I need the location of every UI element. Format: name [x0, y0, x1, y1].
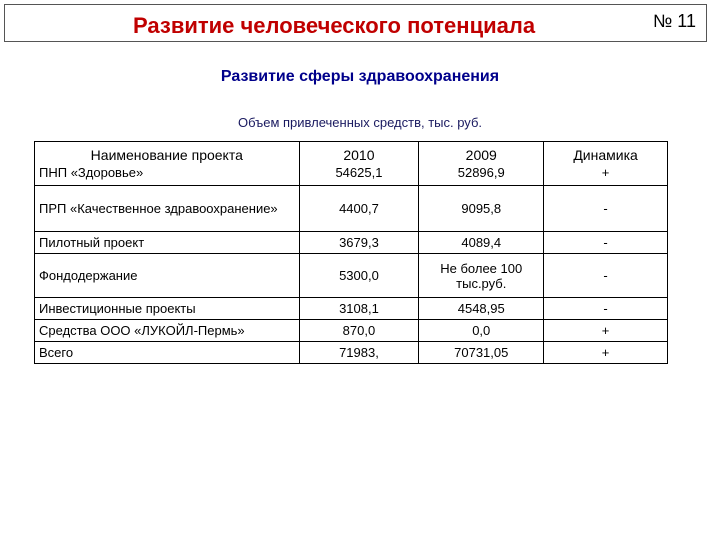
header-name-label: Наименование проекта	[90, 147, 243, 163]
table-row	[35, 320, 668, 342]
cell-2010: 54625,1	[335, 165, 383, 180]
page-title: Развитие человеческого потенциала	[133, 13, 536, 38]
funding-table	[34, 141, 668, 364]
header-2009-label: 2009	[465, 147, 497, 163]
cell-dynamics: +	[544, 320, 668, 342]
header-cell-2009	[419, 142, 544, 186]
table-row-total	[35, 342, 668, 364]
cell-name: Фондодержание	[35, 254, 300, 298]
header-cell-name	[35, 142, 300, 186]
cell-2009: 52896,9	[457, 165, 505, 180]
header-dynamics-label: Динамика	[573, 147, 638, 163]
table-row	[35, 254, 668, 298]
cell-name: Средства ООО «ЛУКОЙЛ-Пермь»	[35, 320, 300, 342]
cell-dynamics: +	[544, 342, 668, 364]
cell-2009: 4548,95	[419, 298, 544, 320]
cell-dynamics: -	[544, 254, 668, 298]
cell-2010: 5300,0	[299, 254, 419, 298]
cell-2010: 4400,7	[299, 186, 419, 232]
table-header-row	[35, 142, 668, 186]
cell-name: Всего	[35, 342, 300, 364]
header-cell-dynamics	[544, 142, 668, 186]
cell-2010: 870,0	[299, 320, 419, 342]
table-row	[35, 186, 668, 232]
cell-name: ПРП «Качественное здравоохранение»	[35, 186, 300, 232]
cell-2009: 9095,8	[419, 186, 544, 232]
section-subtitle: Развитие сферы здравоохранения	[220, 68, 500, 85]
header-2010-label: 2010	[343, 147, 375, 163]
cell-dynamics: -	[544, 298, 668, 320]
cell-dynamics: +	[601, 165, 610, 180]
header-cell-2010	[299, 142, 419, 186]
cell-name: Пилотный проект	[35, 232, 300, 254]
cell-2010: 3108,1	[299, 298, 419, 320]
slide-number: № 11	[653, 11, 696, 31]
table-row	[35, 232, 668, 254]
cell-name: ПНП «Здоровье»	[39, 165, 144, 180]
cell-2009: Не более 100 тыс.руб.	[419, 254, 544, 298]
cell-2010: 71983,	[299, 342, 419, 364]
cell-2009: 70731,05	[419, 342, 544, 364]
cell-dynamics: -	[544, 186, 668, 232]
cell-2009: 4089,4	[419, 232, 544, 254]
header-box	[4, 4, 707, 42]
cell-dynamics: -	[544, 232, 668, 254]
table-row	[35, 298, 668, 320]
cell-2010: 3679,3	[299, 232, 419, 254]
cell-name: Инвестиционные проекты	[35, 298, 300, 320]
cell-2009: 0,0	[419, 320, 544, 342]
table-caption: Объем привлеченных средств, тыс. руб.	[237, 115, 483, 130]
